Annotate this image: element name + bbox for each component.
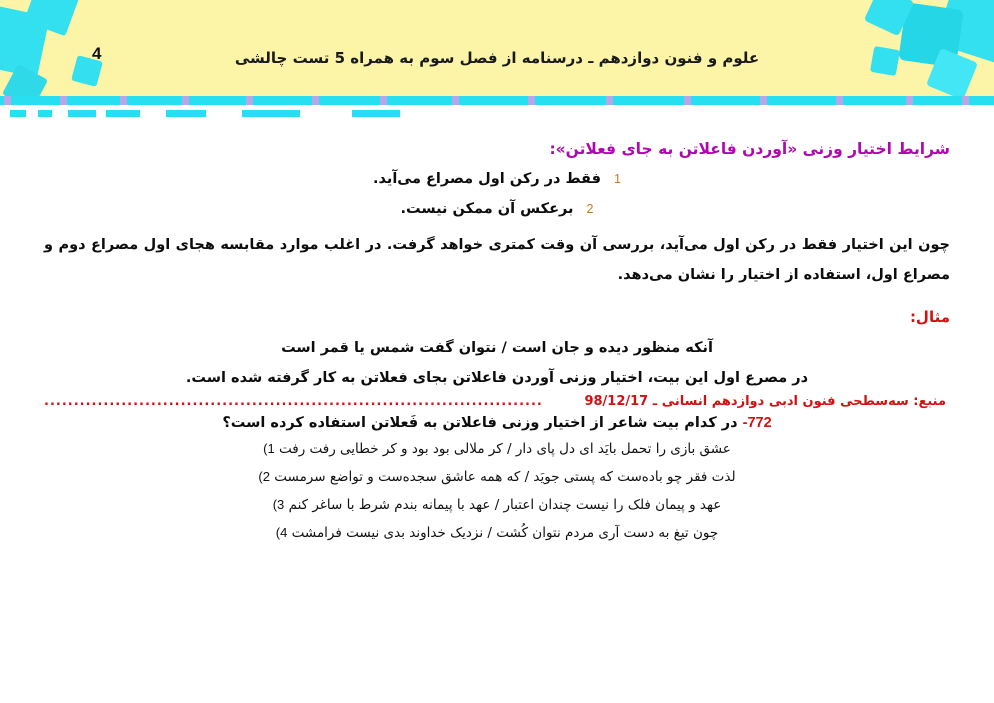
list-item — [44, 171, 950, 187]
stripe-gap — [26, 110, 38, 117]
choice-label: عشق بازی را تحمل بایَد ای دل پای دار / کر ملالی بود بود و کر خطایی رفت رفت — [279, 441, 731, 458]
page-header-band — [0, 0, 994, 96]
stripe-tick — [836, 96, 843, 105]
choice-label: عهد و پیمان فلک را نیست چندان اعتبار / عهد با پیمانه بندم شرط با ساغر کنم — [288, 497, 722, 514]
stripe-gap — [96, 110, 106, 117]
stripe-gap — [400, 110, 994, 117]
stripe-tick — [606, 96, 613, 105]
stripe-tick — [312, 96, 319, 105]
choice-option[interactable] — [72, 441, 922, 457]
stripe-gap — [140, 110, 166, 117]
stripe-tick — [906, 96, 913, 105]
choice-number: 4) — [275, 525, 288, 541]
stripe-gap — [0, 110, 10, 117]
stripe-tick — [4, 96, 11, 105]
choice-label: چون تیغ به دست آری مردم نتوان کُشت / نزدیک خداوند بدی نیست فرامشت — [291, 525, 719, 542]
choice-option[interactable] — [72, 525, 922, 541]
list-item-label: فقط در رکن اول مصراع می‌آید. — [372, 171, 601, 187]
stripe-tick — [962, 96, 969, 105]
choice-number: 1) — [263, 441, 275, 457]
choice-option[interactable] — [72, 497, 922, 513]
source-text: منبع: سه‌سطحی فنون ادبی دوازدهم انسانی ـ 98/12/17 — [584, 394, 946, 410]
page-number: 4 — [92, 44, 102, 63]
stripe-gap — [206, 110, 242, 117]
section-title: شرایط اختیار وزنی «آوردن فاعلاتن به جای فعلاتن»: — [549, 140, 950, 158]
stripe-tick — [182, 96, 189, 105]
choice-number: 3) — [272, 497, 285, 513]
rules-list — [44, 171, 950, 217]
question-label: در کدام بیت شاعر از اختیار وزنی فاعلاتن به فَعلاتن استفاده کرده است؟ — [222, 415, 738, 432]
stripe-tick — [120, 96, 127, 105]
page-title: علوم و فنون دوازدهم ـ درسنامه از فصل سوم به همراه 5 تست چالشی — [234, 49, 760, 67]
document-body — [0, 122, 994, 703]
stripe-tick — [452, 96, 459, 105]
stripe-tick — [380, 96, 387, 105]
stripe-tick — [60, 96, 67, 105]
stripe-tick — [760, 96, 767, 105]
choice-label: لذت فقر چو باده‌ست که پستی جویَد / که همه عاشق سجده‌ست و تواضع سرمست — [274, 469, 736, 486]
stripe-tick — [684, 96, 691, 105]
source-citation — [44, 394, 950, 409]
question-number: 772- — [742, 415, 772, 432]
list-item-number: 2 — [586, 202, 594, 216]
question-text — [44, 415, 950, 431]
body-paragraph: چون این اختیار فقط در رکن اول می‌آید، بررسی آن وقت کمتری خواهد گرفت. در اغلب موارد مقابسه هجای اول مصراع دوم و مصراع اول، استفاده از اختیار را نشان می‌دهد. — [44, 237, 950, 283]
example-explanation: در مصرع اول این بیت، اختیار وزنی آوردن فاعلاتن بجای فعلاتن به کار گرفته شده است. — [185, 370, 809, 387]
list-item — [44, 201, 950, 217]
stripe-top — [0, 96, 994, 105]
stripe-gap — [300, 110, 352, 117]
list-item-label: برعکس آن ممکن نیست. — [400, 201, 574, 217]
source-dots: .................................................................................... — [44, 394, 543, 410]
choice-option[interactable] — [72, 469, 922, 485]
stripe-gap — [52, 110, 68, 117]
choice-number: 2) — [258, 469, 270, 485]
stripe-tick — [528, 96, 535, 105]
example-label: مثال: — [909, 308, 950, 327]
header-stripe-separator — [0, 96, 994, 122]
example-verse: آنکه منظور دیده و جان است / نتوان گفت شمس یا قمر است — [281, 340, 713, 357]
list-item-number: 1 — [614, 172, 621, 186]
stripe-tick — [246, 96, 253, 105]
answer-choices — [44, 441, 950, 541]
